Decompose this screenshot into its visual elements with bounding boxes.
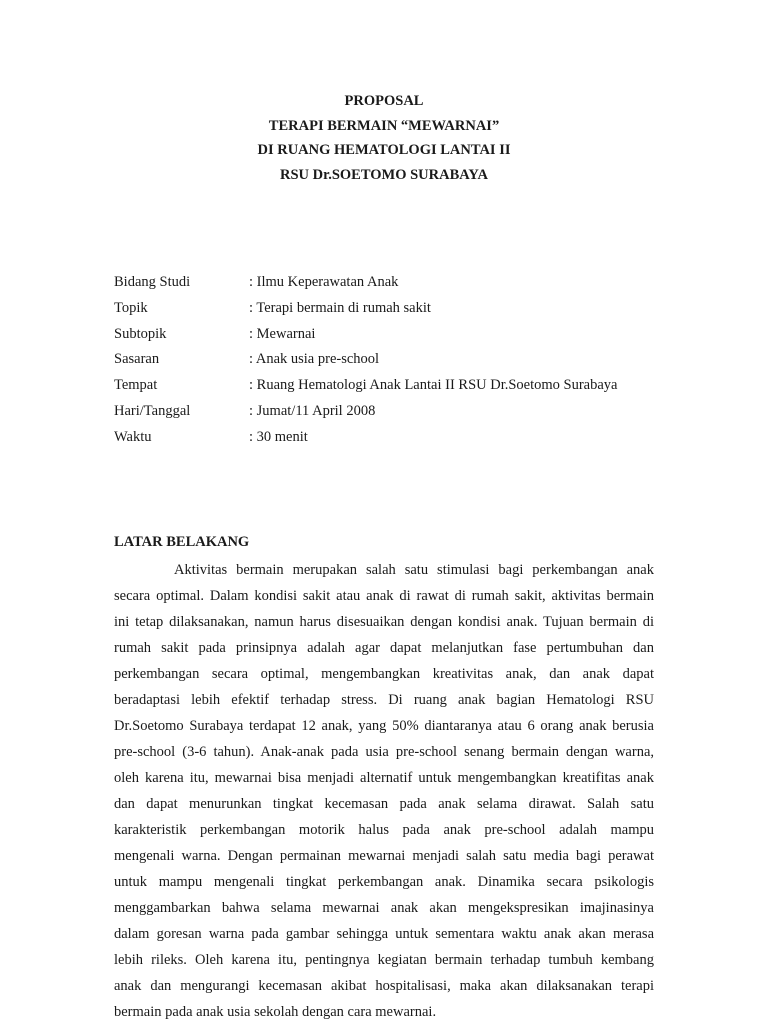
info-label: Bidang Studi: [114, 274, 191, 290]
body-line: Dr.Soetomo Surabaya terdapat 12 anak, yang 50% diantaranya atau 6 orang anak berusia: [114, 718, 654, 734]
info-value: : Ilmu Keperawatan Anak: [249, 274, 399, 290]
info-label: Tempat: [114, 377, 158, 394]
body-line: ini tetap dilaksanakan, namun harus disesuaikan dengan kondisi anak. Tujuan bermain di: [114, 614, 654, 630]
body-line: dalam goresan warna pada gambar sehingga untuk sementara waktu anak akan merasa: [114, 926, 654, 942]
document-title: [0, 89, 768, 188]
info-row-waktu: [114, 425, 617, 451]
body-line: dan dapat menurunkan tingkat kecemasan pada anak selama dirawat. Salah satu: [114, 796, 654, 812]
body-line: Aktivitas bermain merupakan salah satu stimulasi bagi perkembangan anak: [174, 562, 654, 578]
info-row-subtopik: [114, 322, 617, 348]
info-table: [114, 270, 617, 451]
body-line: pre-school (3-6 tahun). Anak-anak pada usia pre-school senang bermain dengan warna,: [114, 744, 654, 760]
info-row-tempat: [114, 373, 617, 399]
body-line: anak dan mengurangi kecemasan akibat hospitalisasi, maka akan dilaksanakan terapi: [114, 978, 654, 994]
title-line-room: DI RUANG HEMATOLOGI LANTAI II: [257, 142, 511, 159]
body-line: menggambarkan bahwa selama mewarnai anak akan mengekspresikan imajinasinya: [114, 900, 654, 916]
section-heading-latar-belakang: LATAR BELAKANG: [114, 534, 250, 550]
title-line-proposal: PROPOSAL: [344, 93, 424, 109]
info-label: Subtopik: [114, 325, 167, 342]
info-label: Sasaran: [114, 351, 160, 368]
body-line: lebih rileks. Oleh karena itu, pentingnya kegiatan bermain terhadap tumbuh kembang: [114, 952, 654, 968]
body-line: secara optimal. Dalam kondisi sakit atau anak di rawat di rumah sakit, aktivitas bermain: [114, 588, 654, 604]
info-value: : Jumat/11 April 2008: [249, 402, 376, 419]
body-line: mengenali warna. Dengan permainan mewarnai menjadi salah satu media bagi perawat: [114, 848, 654, 864]
body-line: untuk mampu mengenali tingkat perkembangan anak. Dinamika secara psikologis: [114, 874, 654, 890]
info-label: Hari/Tanggal: [114, 402, 191, 419]
info-value: : Anak usia pre-school: [249, 351, 380, 368]
info-row-bidang-studi: [114, 270, 617, 296]
info-label: Topik: [114, 299, 148, 316]
body-line: rumah sakit pada prinsipnya adalah agar dapat melanjutkan fase pertumbuhan dan: [114, 640, 654, 656]
title-line-hospital: RSU Dr.SOETOMO SURABAYA: [279, 167, 489, 184]
title-line-therapy: TERAPI BERMAIN “MEWARNAI”: [268, 117, 500, 134]
info-value: : Terapi bermain di rumah sakit: [249, 299, 431, 316]
info-value: : Mewarnai: [249, 325, 316, 342]
body-line: karakteristik perkembangan motorik halus pada anak pre-school adalah mampu: [114, 822, 654, 838]
body-line: oleh karena itu, mewarnai bisa menjadi alternatif untuk mengembangkan kreatifitas anak: [114, 770, 654, 786]
info-row-topik: [114, 296, 617, 322]
body-line: bermain pada anak usia sekolah dengan cara mewarnai.: [114, 1004, 437, 1020]
info-row-hari-tanggal: [114, 399, 617, 425]
info-value: : Ruang Hematologi Anak Lantai II RSU Dr.Soetomo Surabaya: [249, 377, 618, 394]
info-label: Waktu: [114, 428, 152, 445]
info-value: : 30 menit: [249, 428, 308, 445]
section-body: [114, 557, 654, 1025]
info-row-sasaran: [114, 347, 617, 373]
body-line: beradaptasi lebih efektif terhadap stress. Di ruang anak bagian Hematologi RSU: [114, 692, 654, 708]
body-line: perkembangan secara optimal, mengembangkan kreativitas anak, dan anak dapat: [114, 666, 654, 682]
